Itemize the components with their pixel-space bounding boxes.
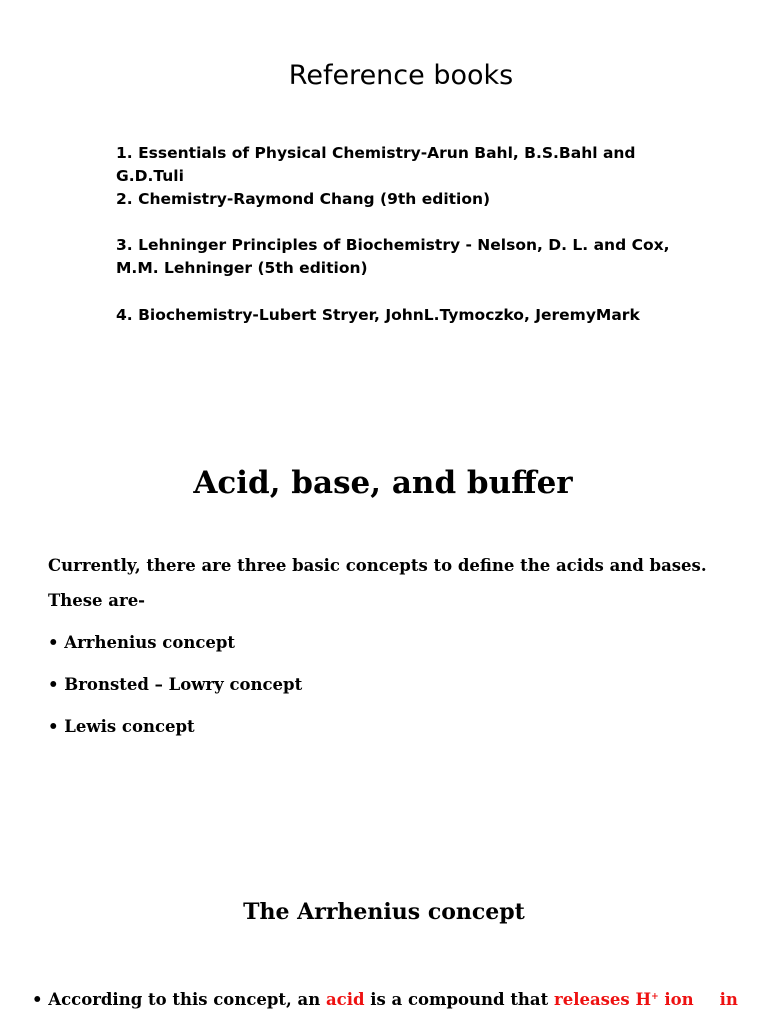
- concept-list-item: [48, 630, 728, 656]
- arrhenius-definition: [32, 984, 762, 1013]
- reference-item-3: 3. Lehninger Principles of Biochemistry - Nelson, D. L. and Cox, M.M. Lehninger (5th edition): [116, 236, 670, 277]
- superscript-plus: +: [651, 992, 659, 1002]
- definition-text: According to this concept, an: [48, 990, 321, 1009]
- acid-highlight: acid: [325, 990, 365, 1009]
- definition-text: is a compound that: [370, 990, 549, 1009]
- concept-label: Bronsted – Lowry concept: [64, 675, 303, 694]
- ion-highlight: ion: [664, 990, 694, 1009]
- concept-label: Lewis concept: [64, 717, 195, 736]
- reference-item-4: 4. Biochemistry-Lubert Stryer, JohnL.Tymoczko, JeremyMark: [116, 306, 640, 324]
- concept-list-item: [48, 714, 728, 740]
- bullet-marker: •: [48, 717, 59, 736]
- arrhenius-concept-title: The Arrhenius concept: [243, 899, 525, 925]
- acid-base-buffer-title: Acid, base, and buffer: [193, 465, 573, 501]
- bullet-marker: •: [48, 633, 59, 652]
- reference-books-title: Reference books: [288, 60, 514, 91]
- in-highlight: in: [719, 990, 738, 1009]
- reference-item-2: 2. Chemistry-Raymond Chang (9th edition): [116, 190, 491, 208]
- reference-item-1: 1. Essentials of Physical Chemistry-Arun Bahl, B.S.Bahl and G.D.Tuli: [116, 144, 636, 185]
- releases-highlight: releases H+ ion: [554, 990, 694, 1009]
- concept-label: Arrhenius concept: [64, 633, 236, 652]
- bullet-marker: •: [32, 990, 43, 1009]
- intro-paragraph: Currently, there are three basic concepts to define the acids and bases. These are-: [48, 556, 707, 610]
- concept-list-item: [48, 672, 728, 698]
- bullet-marker: •: [48, 675, 59, 694]
